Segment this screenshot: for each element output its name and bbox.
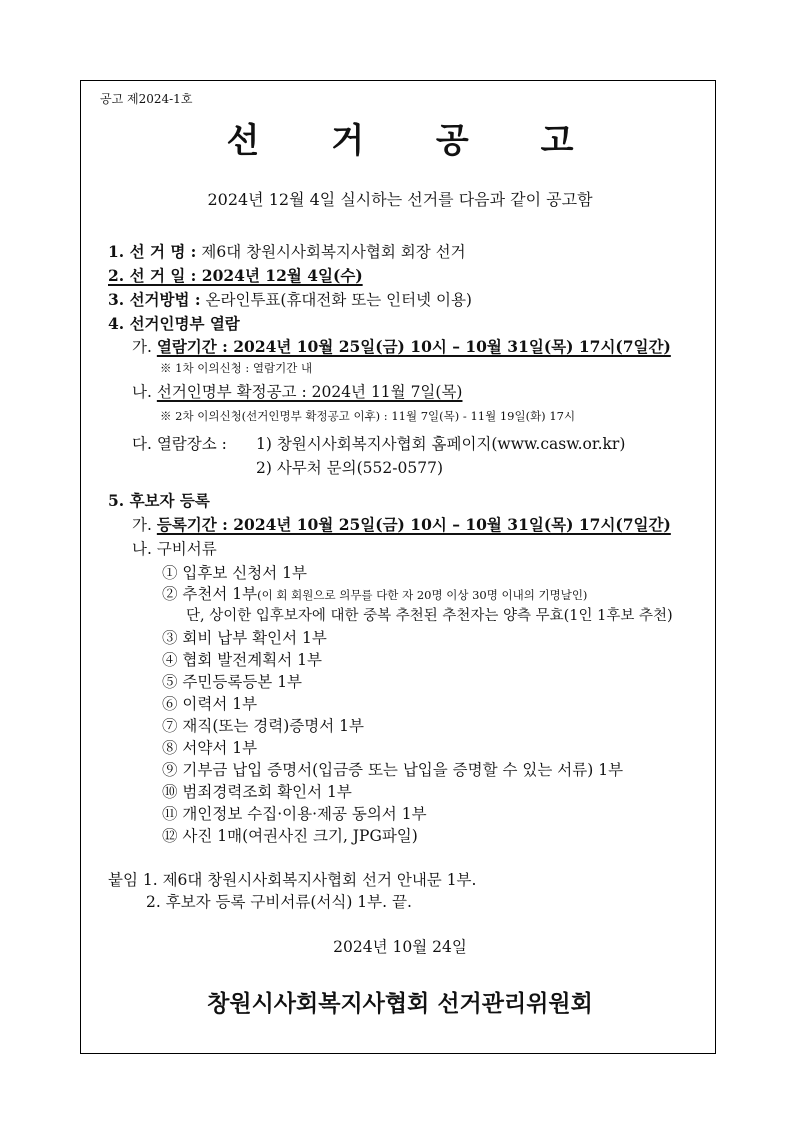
document-item-label: ② 추천서 1부 [162, 585, 258, 603]
notice-date: 2024년 10월 24일 [333, 938, 467, 956]
first-objection-note: ※ 1차 이의신청 : 열람기간 내 [160, 361, 313, 375]
document-item: ⑪ 개인정보 수집·이용·제공 동의서 1부 [162, 805, 427, 823]
recommendation-note: 단, 상이한 입후보자에 대한 중복 추천된 추천자는 양측 무효(1인 1후보 추천) [186, 608, 673, 624]
candidate-period-prefix: 가. [132, 516, 152, 534]
election-method-label: 3. 선거방법 : [108, 290, 201, 309]
document-item: ⑤ 주민등록등본 1부 [162, 673, 303, 691]
voter-roll-confirm-text: 선거인명부 확정공고 : 2024년 11월 7일(목) [156, 383, 463, 401]
document-item: ⑦ 재직(또는 경력)증명서 1부 [162, 717, 364, 735]
document-item: ⑨ 기부금 납입 증명서(입금증 또는 납입을 증명할 수 있는 서류) 1부 [162, 761, 624, 779]
document-item: ⑧ 서약서 1부 [162, 739, 258, 757]
intro-text: 2024년 12월 4일 실시하는 선거를 다음과 같이 공고함 [207, 190, 593, 209]
document-item: ⑩ 범죄경력조회 확인서 1부 [162, 783, 352, 801]
item-voter-roll-heading: 4. 선거인명부 열람 [108, 314, 240, 333]
election-name-label: 1. 선 거 명 : [108, 242, 197, 261]
voter-roll-confirm [132, 380, 462, 402]
viewing-place-office: 2) 사무처 문의(552-0577) [256, 459, 443, 477]
item-candidate-heading: 5. 후보자 등록 [108, 491, 210, 510]
item-election-day: 2. 선 거 일 : 2024년 12월 4일(수) [108, 266, 363, 285]
voter-roll-period-prefix: 가. [132, 338, 152, 356]
voter-roll-confirm-prefix: 나. [132, 383, 152, 401]
second-objection-note: ※ 2차 이의신청(선거인명부 확정공고 이후) : 11월 7일(목) - 11월 19일(화) 17시 [160, 409, 576, 423]
election-name-value: 제6대 창원시사회복지사협회 회장 선거 [201, 243, 466, 261]
attachment-1: 붙임 1. 제6대 창원시사회복지사협회 선거 안내문 1부. [108, 871, 477, 889]
required-documents-heading: 나. 구비서류 [132, 540, 217, 558]
candidate-period-text: 등록기간 : 2024년 10월 25일(금) 10시 – 10월 31일(목) 17시(7일간) [156, 515, 671, 534]
document-item: ① 입후보 신청서 1부 [162, 564, 307, 582]
document-item: ③ 회비 납부 확인서 1부 [162, 629, 327, 647]
item-election-name [108, 240, 466, 262]
voter-roll-period-text: 열람기간 : 2024년 10월 25일(금) 10시 – 10월 31일(목) 17시(7일간) [156, 337, 671, 356]
notice-number: 공고 제2024-1호 [100, 92, 193, 106]
item-election-method [108, 288, 472, 310]
document-item [162, 582, 587, 604]
page-title: 선 거 공 고 [226, 121, 604, 161]
voter-roll-period [132, 335, 671, 357]
document-item: ⑫ 사진 1매(여권사진 크기, JPG파일) [162, 827, 418, 845]
issuing-organization: 창원시사회복지사협회 선거관리위원회 [207, 990, 593, 1017]
recommendation-detail: (이 회 회원으로 의무를 다한 자 20명 이상 30명 이내의 기명날인) [257, 588, 588, 602]
viewing-place-homepage: 1) 창원시사회복지사협회 홈페이지(www.casw.or.kr) [256, 435, 626, 453]
document-item: ⑥ 이력서 1부 [162, 695, 258, 713]
document-item: ④ 협회 발전계획서 1부 [162, 651, 322, 669]
viewing-place-label: 다. 열람장소 : [132, 435, 227, 453]
candidate-period [132, 513, 671, 535]
attachment-2: 2. 후보자 등록 구비서류(서식) 1부. 끝. [146, 893, 412, 911]
election-method-value: 온라인투표(휴대전화 또는 인터넷 이용) [205, 291, 472, 309]
